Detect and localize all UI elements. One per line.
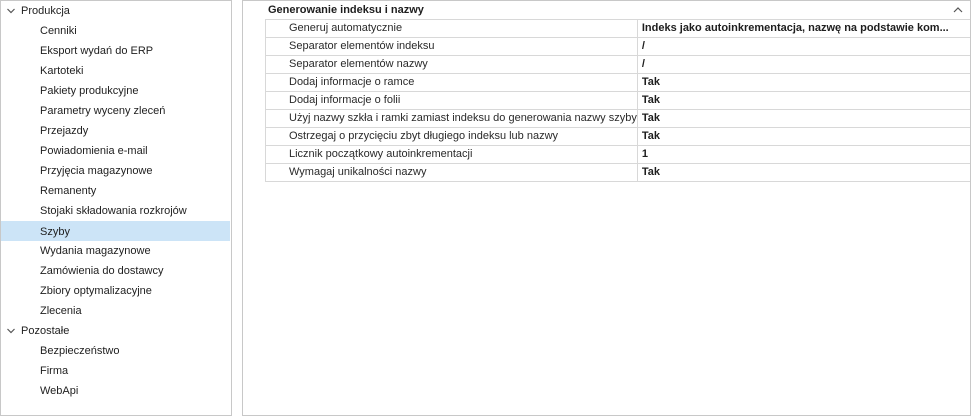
property-name: Generuj automatycznie [266,20,638,38]
property-grid [242,0,971,416]
property-row[interactable] [266,74,971,92]
property-table [265,19,970,182]
tree-item[interactable]: WebApi [40,385,79,397]
property-row[interactable] [266,92,971,110]
property-row[interactable] [266,56,971,74]
tree-item[interactable]: Bezpieczeństwo [40,345,120,357]
tree-item[interactable]: Szyby [1,221,230,241]
category-header[interactable] [243,1,970,19]
property-row[interactable] [266,20,971,38]
property-value[interactable]: / [637,56,970,74]
property-name: Separator elementów nazwy [266,56,638,74]
chevron-down-icon[interactable] [6,6,16,16]
tree-item[interactable]: Stojaki składowania rozkrojów [40,205,187,217]
property-row[interactable] [266,38,971,56]
tree-item[interactable]: Powiadomienia e-mail [40,145,148,157]
tree-item[interactable]: Wydania magazynowe [40,245,151,257]
tree-group-1[interactable] [1,321,231,341]
tree-item[interactable]: Przejazdy [40,125,89,137]
tree-item[interactable]: Remanenty [40,185,97,197]
tree-item[interactable]: Przyjęcia magazynowe [40,165,153,177]
tree-group-0[interactable] [1,1,231,21]
property-name: Dodaj informacje o ramce [266,74,638,92]
property-value[interactable]: Tak [637,128,970,146]
tree-item[interactable]: Cenniki [40,25,77,37]
property-name: Ostrzegaj o przycięciu zbyt długiego indeksu lub nazwy [266,128,638,146]
property-value[interactable]: Tak [637,110,970,128]
chevron-down-icon[interactable] [6,326,16,336]
category-title: Generowanie indeksu i nazwy [268,4,424,16]
property-value[interactable]: Tak [637,164,970,182]
tree-item[interactable]: Zbiory optymalizacyjne [40,285,152,297]
tree-group-label: Produkcja [21,5,70,17]
tree-item[interactable]: Pakiety produkcyjne [40,85,139,97]
tree-item[interactable]: Parametry wyceny zleceń [40,105,166,117]
property-value[interactable]: Tak [637,92,970,110]
property-name: Wymagaj unikalności nazwy [266,164,638,182]
property-value[interactable]: 1 [637,146,970,164]
tree-group-label: Pozostałe [21,325,70,337]
property-row[interactable] [266,110,971,128]
property-row[interactable] [266,128,971,146]
property-name: Separator elementów indeksu [266,38,638,56]
property-name: Dodaj informacje o folii [266,92,638,110]
tree-item[interactable]: Zlecenia [40,305,82,317]
property-value[interactable]: Tak [637,74,970,92]
property-name: Użyj nazwy szkła i ramki zamiast indeksu do generowania nazwy szyby [266,110,638,128]
property-name: Licznik początkowy autoinkrementacji [266,146,638,164]
property-row[interactable] [266,146,971,164]
property-value[interactable]: / [637,38,970,56]
tree-item[interactable]: Kartoteki [40,65,84,77]
tree-item[interactable]: Firma [40,365,69,377]
chevron-up-icon[interactable] [952,4,964,16]
tree-item[interactable]: Eksport wydań do ERP [40,45,154,57]
settings-tree[interactable] [0,0,232,416]
property-row[interactable] [266,164,971,182]
tree-item[interactable]: Zamówienia do dostawcy [40,265,164,277]
property-value[interactable]: Indeks jako autoinkrementacja, nazwę na podstawie kom... [637,20,970,38]
